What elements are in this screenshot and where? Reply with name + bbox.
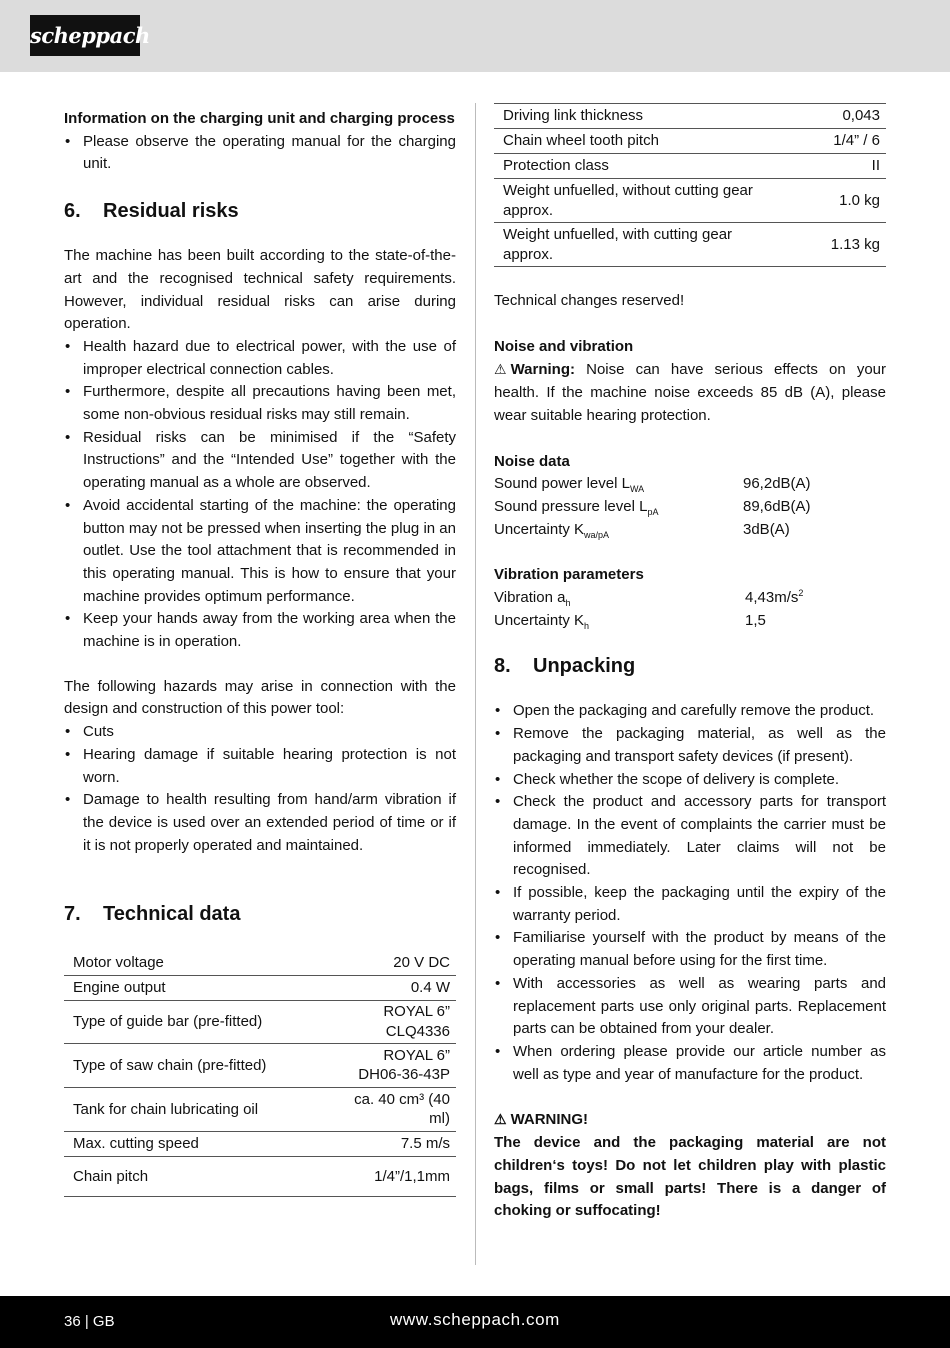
scheppach-logo: scheppach (30, 15, 140, 56)
section-6-heading (64, 198, 456, 224)
warning-triangle-icon: ⚠ (494, 1111, 507, 1128)
table-row (494, 104, 886, 129)
technical-changes-note: Technical changes reserved! (494, 292, 685, 309)
list-item: • When ordering please provide our article number as well as type and year of manufacture for the product. (494, 1041, 886, 1086)
hazards-intro: The following hazards may arise in connection with the design and construction of this power tool: (64, 677, 456, 718)
table-row (494, 129, 886, 154)
vibration-row (494, 587, 886, 610)
list-item: • If possible, keep the packaging until the expiry of the warranty period. (494, 882, 886, 927)
list-item: • Check whether the scope of delivery is complete. (494, 769, 886, 792)
table-row (64, 975, 456, 1000)
warning-triangle-icon: ⚠ (494, 361, 507, 378)
table-row (64, 1087, 456, 1131)
vibration-value: $4,43m/s^2$ (745, 588, 804, 607)
row-value: II (768, 154, 886, 179)
section-7-heading (64, 901, 456, 927)
row-label: Type of guide bar (pre-fitted) (64, 1000, 338, 1043)
section-title: Residual risks (103, 200, 239, 223)
list-item: • Cuts (64, 721, 456, 744)
list-item: • Check the product and accessory parts for transport damage. In the event of complaints the carrier must be informed immediately. Later claims will not be recognised. (494, 791, 886, 882)
row-value: 1/4” / 6 (768, 129, 886, 154)
row-label: Chain pitch (64, 1156, 338, 1196)
table-row (64, 951, 456, 975)
page-number: 36 | GB (64, 1313, 115, 1330)
charging-heading: Information on the charging unit and charging process (64, 110, 455, 127)
list-item: • Damage to health resulting from hand/arm vibration if the device is used over an extended period of time or if it is not properly operated and maintained. (64, 789, 456, 857)
list-item: • Familiarise yourself with the product by means of the operating manual before using for the first time. (494, 927, 886, 972)
vibration-uncertainty-value: 1,5 (745, 611, 766, 629)
list-item: • Keep your hands away from the working area when the machine is in operation. (64, 608, 456, 653)
footer-bar (0, 1296, 950, 1348)
sound-power-row (494, 473, 886, 496)
children-warning-text: The device and the packaging material are not children‘s toys! Do not let children play with plastic bags, films or small parts! There is a danger of choking or suffocating! (494, 1134, 886, 1220)
row-value: 20 V DC (338, 951, 456, 975)
noise-uncertainty-row (494, 519, 886, 542)
section-number: 6. (64, 200, 81, 223)
section-8-heading (494, 653, 886, 679)
row-value: ROYAL 6” CLQ4336 (338, 1000, 456, 1043)
noise-warning (494, 358, 886, 427)
column-divider (475, 103, 476, 1265)
row-label: Chain wheel tooth pitch (494, 129, 768, 154)
row-value: ca. 40 cm³ (40 ml) (338, 1087, 456, 1131)
list-item: • Please observe the operating manual for the charging unit. (64, 131, 456, 176)
section-number: 8. (494, 655, 511, 678)
table-row (64, 1043, 456, 1087)
table-row (494, 179, 886, 223)
technical-data-table (64, 951, 456, 1197)
row-value: 0.4 W (338, 975, 456, 1000)
list-item: • With accessories as well as wearing parts and replacement parts use only original parts. Replacement parts can be obtained from your dealer. (494, 973, 886, 1041)
table-row (494, 154, 886, 179)
row-value: 0,043 (768, 104, 886, 129)
sound-power-label: Sound power level $L_{WA}$ (494, 475, 645, 495)
list-item: • Open the packaging and carefully remove the product. (494, 700, 886, 723)
list-item: • Hearing damage if suitable hearing protection is not worn. (64, 744, 456, 789)
row-label: Protection class (494, 154, 768, 179)
residual-risks-intro: The machine has been built according to the state-of-the-art and the recognised technical safety requirements. However, individual residual risks can arise during operation. (64, 247, 456, 333)
residual-risks-list (64, 336, 456, 654)
row-value: 1.13 kg (768, 223, 886, 267)
row-value: ROYAL 6” DH06-36-43P (338, 1043, 456, 1087)
children-warning-heading: ⚠ WARNING! (494, 1108, 886, 1132)
row-label: Weight unfuelled, with cutting gear approx. (494, 223, 768, 267)
row-label: Type of saw chain (pre-fitted) (64, 1043, 338, 1087)
website-url[interactable]: www.scheppach.com (390, 1310, 560, 1329)
noise-uncertainty-label: Uncertainty $K_{wa/pA}$ (494, 520, 610, 540)
row-value: 1/4”/1,1mm (338, 1156, 456, 1196)
section-number: 7. (64, 903, 81, 926)
warning-label: Warning: (510, 361, 575, 379)
vibration-heading: Vibration parameters (494, 566, 644, 584)
row-label: Weight unfuelled, without cutting gear approx. (494, 179, 768, 223)
vibration-label: Vibration $a_h$ (494, 589, 571, 609)
row-label: Tank for chain lubricating oil (64, 1087, 338, 1131)
noise-data-heading: Noise data (494, 452, 570, 470)
row-label: Max. cutting speed (64, 1131, 338, 1156)
noise-vibration-heading: Noise and vibration (494, 337, 634, 355)
row-value: 7.5 m/s (338, 1131, 456, 1156)
row-value: 1.0 kg (768, 179, 886, 223)
section-title: Technical data (103, 903, 241, 926)
left-column (64, 108, 456, 1197)
unpacking-list (494, 700, 886, 1086)
row-label: Motor voltage (64, 951, 338, 975)
right-column (494, 103, 886, 1223)
list-item: • Residual risks can be minimised if the “Safety Instructions” and the “Intended Use” together with the operating manual as a whole are observed. (64, 427, 456, 495)
sound-power-value: 96,2dB(A) (743, 475, 811, 493)
sound-pressure-row (494, 496, 886, 519)
warning-text: Noise can have serious effects on your health. If the machine noise exceeds 85 dB (A), please wear suitable hearing protection. (494, 361, 887, 424)
table-row (64, 1000, 456, 1043)
technical-data-table-continued (494, 103, 886, 267)
table-row (64, 1131, 456, 1156)
vibration-uncertainty-row (494, 610, 886, 633)
noise-uncertainty-value: 3dB(A) (743, 520, 790, 538)
table-row (494, 223, 886, 267)
sound-pressure-label: Sound pressure level $L_{pA}$ (494, 497, 659, 517)
section-title: Unpacking (533, 655, 636, 678)
charging-list (64, 131, 456, 176)
sound-pressure-value: 89,6dB(A) (743, 497, 811, 515)
list-item: • Furthermore, despite all precautions having been met, some non-obvious residual risks may still remain. (64, 381, 456, 426)
row-label: Driving link thickness (494, 104, 768, 129)
vibration-uncertainty-label: Uncertainty $K_h$ (494, 611, 590, 631)
table-row (64, 1156, 456, 1196)
header-bar (0, 0, 950, 72)
row-label: Engine output (64, 975, 338, 1000)
list-item: • Avoid accidental starting of the machine: the operating button may not be pressed when inserting the plug in an outlet. Use the tool attachment that is recommended in this operating manual. This is how to ensure that your machine provides optimum performance. (64, 495, 456, 609)
list-item: • Remove the packaging material, as well as the packaging and transport safety devices (if present). (494, 723, 886, 768)
hazards-list (64, 721, 456, 857)
list-item: • Health hazard due to electrical power, with the use of improper electrical connection cables. (64, 336, 456, 381)
